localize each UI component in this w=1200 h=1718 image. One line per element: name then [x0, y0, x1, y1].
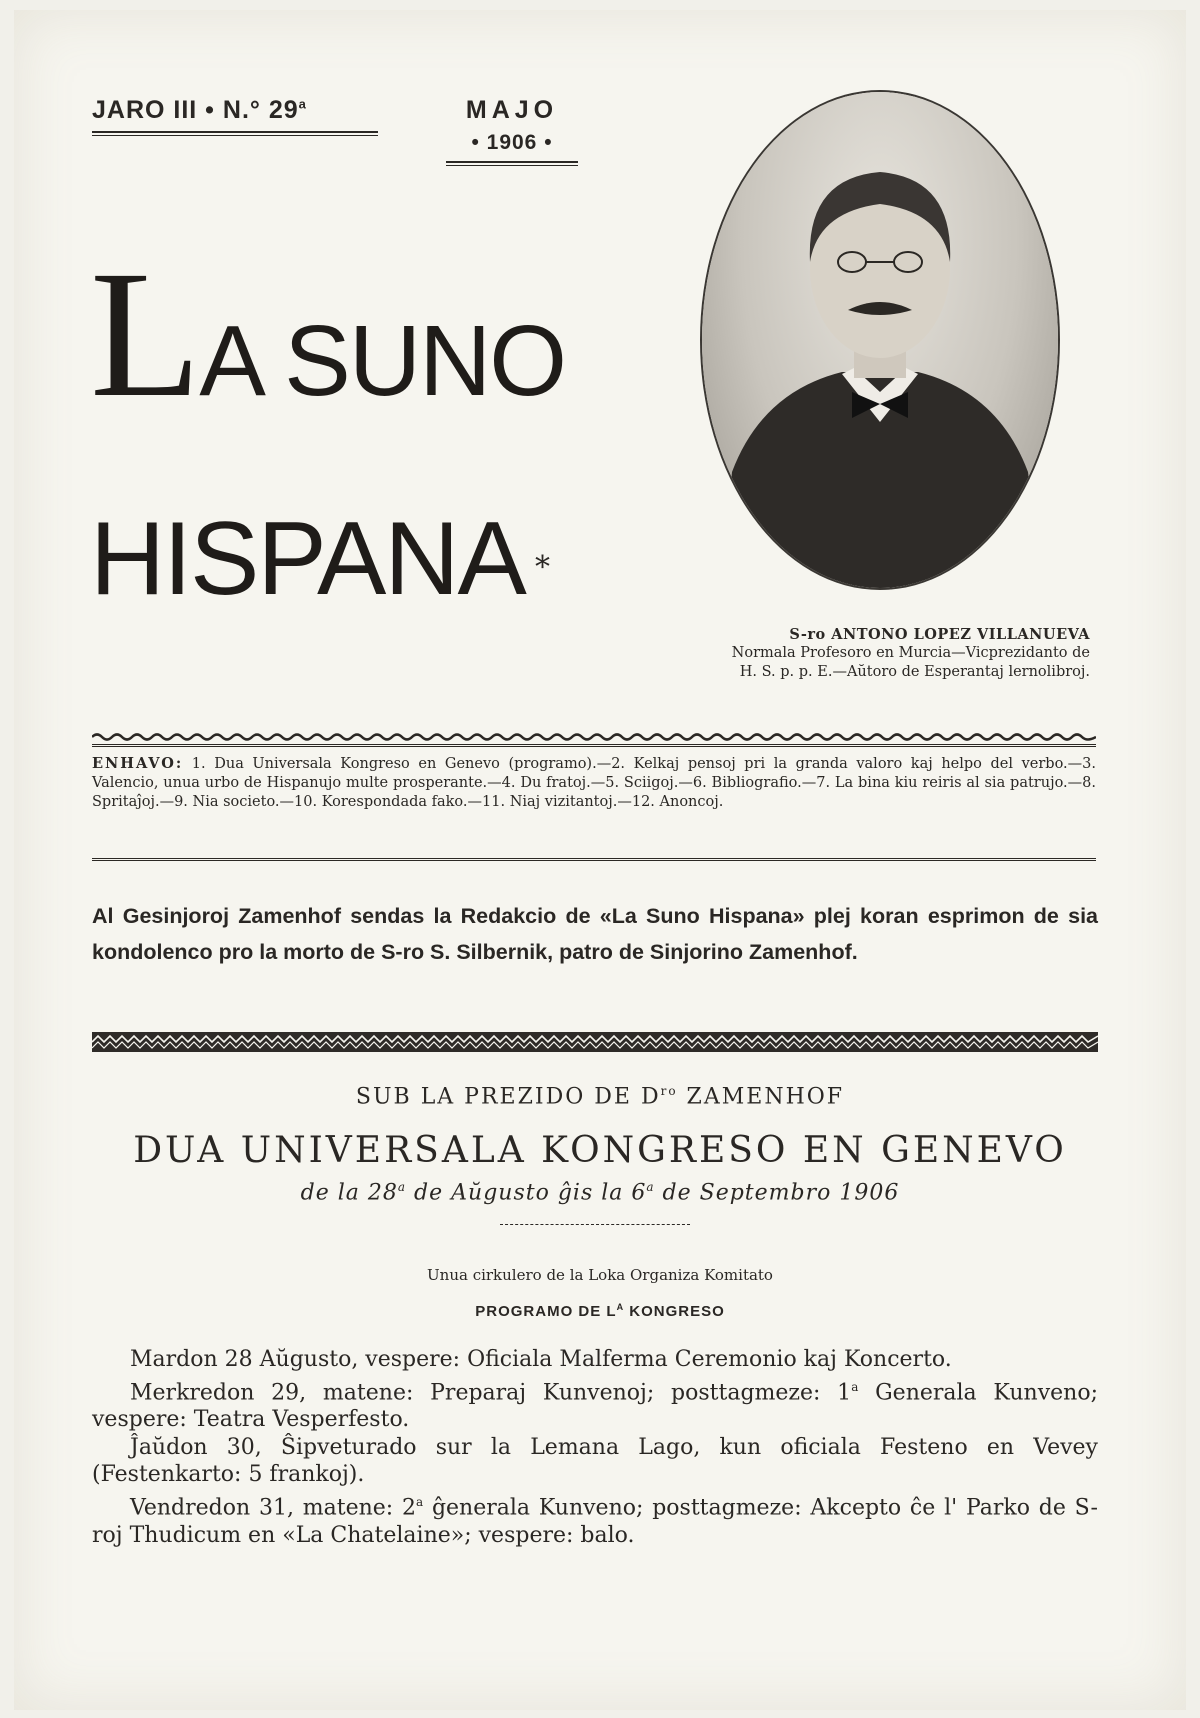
issue-suffix: a	[298, 96, 307, 112]
masthead-line-2: HISPANA	[90, 501, 525, 617]
presidency-line	[0, 1084, 1200, 1109]
wavy-rule-top	[92, 732, 1096, 742]
program-item	[92, 1489, 1098, 1549]
program-item	[92, 1374, 1098, 1434]
date-header	[446, 96, 578, 166]
program-item-text: Mardon 28 Aŭgusto, vespere: Oficiala Malferma Ceremonio kaj Koncerto.	[130, 1347, 952, 1372]
header-rule-mid	[446, 161, 578, 166]
masthead-line-1-rest: A SUNO	[199, 305, 566, 417]
program-title-rest: KONGRESO	[624, 1303, 725, 1320]
dates-start: de la 28	[300, 1180, 398, 1206]
dates-end-sup: a	[646, 1180, 655, 1194]
contents-summary	[92, 754, 1096, 812]
summary-label: ENHAVO:	[92, 755, 184, 772]
program-title-sup: A	[616, 1302, 625, 1312]
presidency-text: SUB LA PREZIDO DE D	[355, 1084, 661, 1110]
presidency-sup: ro	[660, 1084, 678, 1098]
program-item-text: Merkredon 29, matene: Preparaj Kunvenoj; posttagmeze: 1	[130, 1379, 852, 1405]
program-item-sup: a	[851, 1379, 859, 1394]
program-item-text: Ĵaŭdon 30, Ŝipveturado sur la Lemana Lago, kun oficiala Festeno en Vevey (Festenkarto: 5 frankoj).	[92, 1434, 1098, 1488]
dates-start-sup: a	[397, 1180, 407, 1194]
masthead-initial: L	[90, 234, 200, 435]
month-text: MAJO	[465, 96, 559, 124]
caption-line-3: H. S. p. p. E.—Aŭtoro de Esperantaj lernolibroj.	[739, 664, 1090, 680]
ornamental-border	[92, 1032, 1098, 1052]
program-item-text: ĝenerala Kunveno; posttagmeze: Akcepto ĉe l' Parko de S-roj Thudicum en «La Chatelaine»; vespere: balo.	[92, 1495, 1098, 1548]
program-title	[0, 1302, 1200, 1320]
portrait-caption	[620, 625, 1090, 682]
masthead-star: *	[535, 550, 550, 585]
portrait-illustration	[702, 92, 1058, 588]
dates-mid: de Aŭgusto ĝis la 6	[406, 1180, 647, 1206]
program-title-text: PROGRAMO DE L	[475, 1303, 617, 1320]
issued-by-line: Unua cirkulero de la Loka Organiza Komitato	[427, 1266, 773, 1284]
program-item-text: Vendredon 31, matene: 2	[130, 1495, 416, 1521]
rule-under-summary	[92, 858, 1096, 861]
caption-name: S-ro ANTONO LOPEZ VILLANUEVA	[789, 626, 1090, 643]
program-item	[92, 1434, 1098, 1489]
dates-end: de Septembro 1906	[654, 1180, 900, 1206]
volume-issue-header	[92, 96, 378, 136]
condolence-notice: Al Gesinjoroj Zamenhof sendas la Redakcio de «La Suno Hispana» plej koran esprimon de sia kondolenco pro la morto de S-ro S. Silbernik, patro de Sinjorino Zamenhof.	[92, 904, 1098, 964]
rule-under-wavy	[92, 744, 1096, 747]
program-item	[92, 1346, 1098, 1374]
header-rule-left	[92, 131, 378, 136]
congress-title: DUA UNIVERSALA KONGRESO EN GENEVO	[133, 1130, 1067, 1171]
program-item-text: Generala Kunveno; vespere: Teatra Vesperfesto.	[92, 1379, 1098, 1433]
year-text: • 1906 •	[471, 131, 553, 154]
volume-issue-text: JARO III • N.° 29	[92, 96, 299, 124]
presidency-rest: ZAMENHOF	[677, 1084, 845, 1110]
summary-text: 1. Dua Universala Kongreso en Genevo (programo).—2. Kelkaj pensoj pri la granda valoro kaj helpo del verbo.—3. Valencio, unua urbo de Hispanujo multe prosperante.—4. Du fratoj.—5. Sciigoj.—6. Bibliografio.—7. La bina kiu reiris al sia patrujo.—8. Spritaĵoj.—9. Nia societo.—10. Korespondada fako.—11. Niaj vizitantoj.—12. Anoncoj.	[92, 756, 1096, 810]
program-list	[92, 1346, 1098, 1549]
caption-line-2: Normala Profesoro en Murcia—Vicprezidanto de	[731, 645, 1090, 661]
congress-dates	[0, 1180, 1200, 1205]
short-divider	[500, 1224, 690, 1225]
program-item-sup: a	[416, 1494, 424, 1509]
portrait-photo	[702, 92, 1058, 588]
masthead-line-1	[90, 234, 566, 435]
